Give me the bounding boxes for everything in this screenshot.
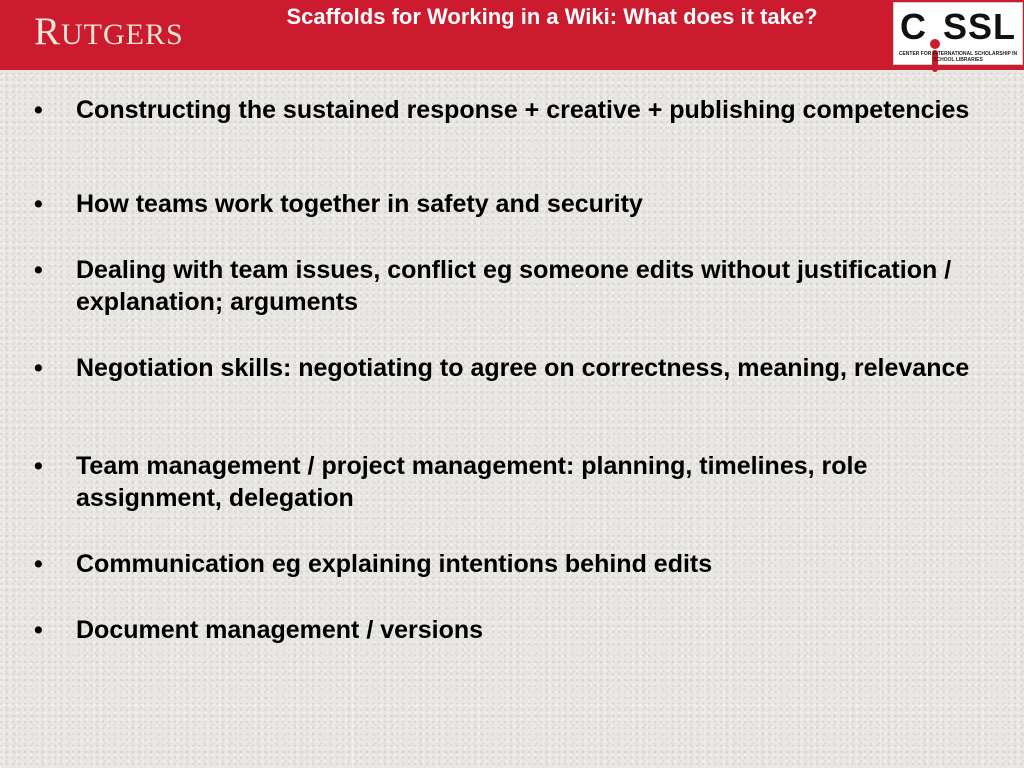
bullet-item — [34, 614, 984, 646]
bullet-text: Communication eg explaining intentions behind edits — [76, 550, 713, 578]
bullet-text: Constructing the sustained response + creative + publishing competencies — [76, 96, 970, 124]
rutgers-logo: RUTGERS — [34, 10, 184, 53]
bullet-marker: • — [34, 550, 43, 578]
cissl-wordmark: C SSL — [900, 9, 1016, 45]
bullet-marker: • — [34, 452, 43, 480]
bullet-text: How teams work together in safety and security — [76, 190, 643, 218]
bullet-marker: • — [34, 354, 43, 382]
cissl-subtitle: CENTER FOR INTERNATIONAL SCHOLARSHIP IN SCHOOL LIBRARIES — [898, 51, 1018, 63]
bullet-item — [34, 548, 984, 580]
bullet-text: Document management / versions — [76, 616, 484, 644]
bullet-marker: • — [34, 256, 43, 284]
bullet-marker: • — [34, 96, 43, 124]
bullet-text: Negotiation skills: negotiating to agree on correctness, meaning, relevance — [76, 354, 970, 382]
slide-title: Scaffolds for Working in a Wiki: What does it take? — [286, 4, 818, 29]
bullet-item — [34, 254, 984, 318]
bullet-item — [34, 188, 984, 220]
bullet-text: Dealing with team issues, conflict eg someone edits without justification / explanation; arguments — [76, 256, 952, 316]
bullet-marker: • — [34, 616, 43, 644]
bullet-marker: • — [34, 190, 43, 218]
bullet-item — [34, 352, 984, 384]
bullet-item — [34, 450, 984, 514]
bullet-item — [34, 94, 984, 126]
bullet-text: Team management / project management: planning, timelines, role assignment, delegation — [76, 452, 868, 512]
